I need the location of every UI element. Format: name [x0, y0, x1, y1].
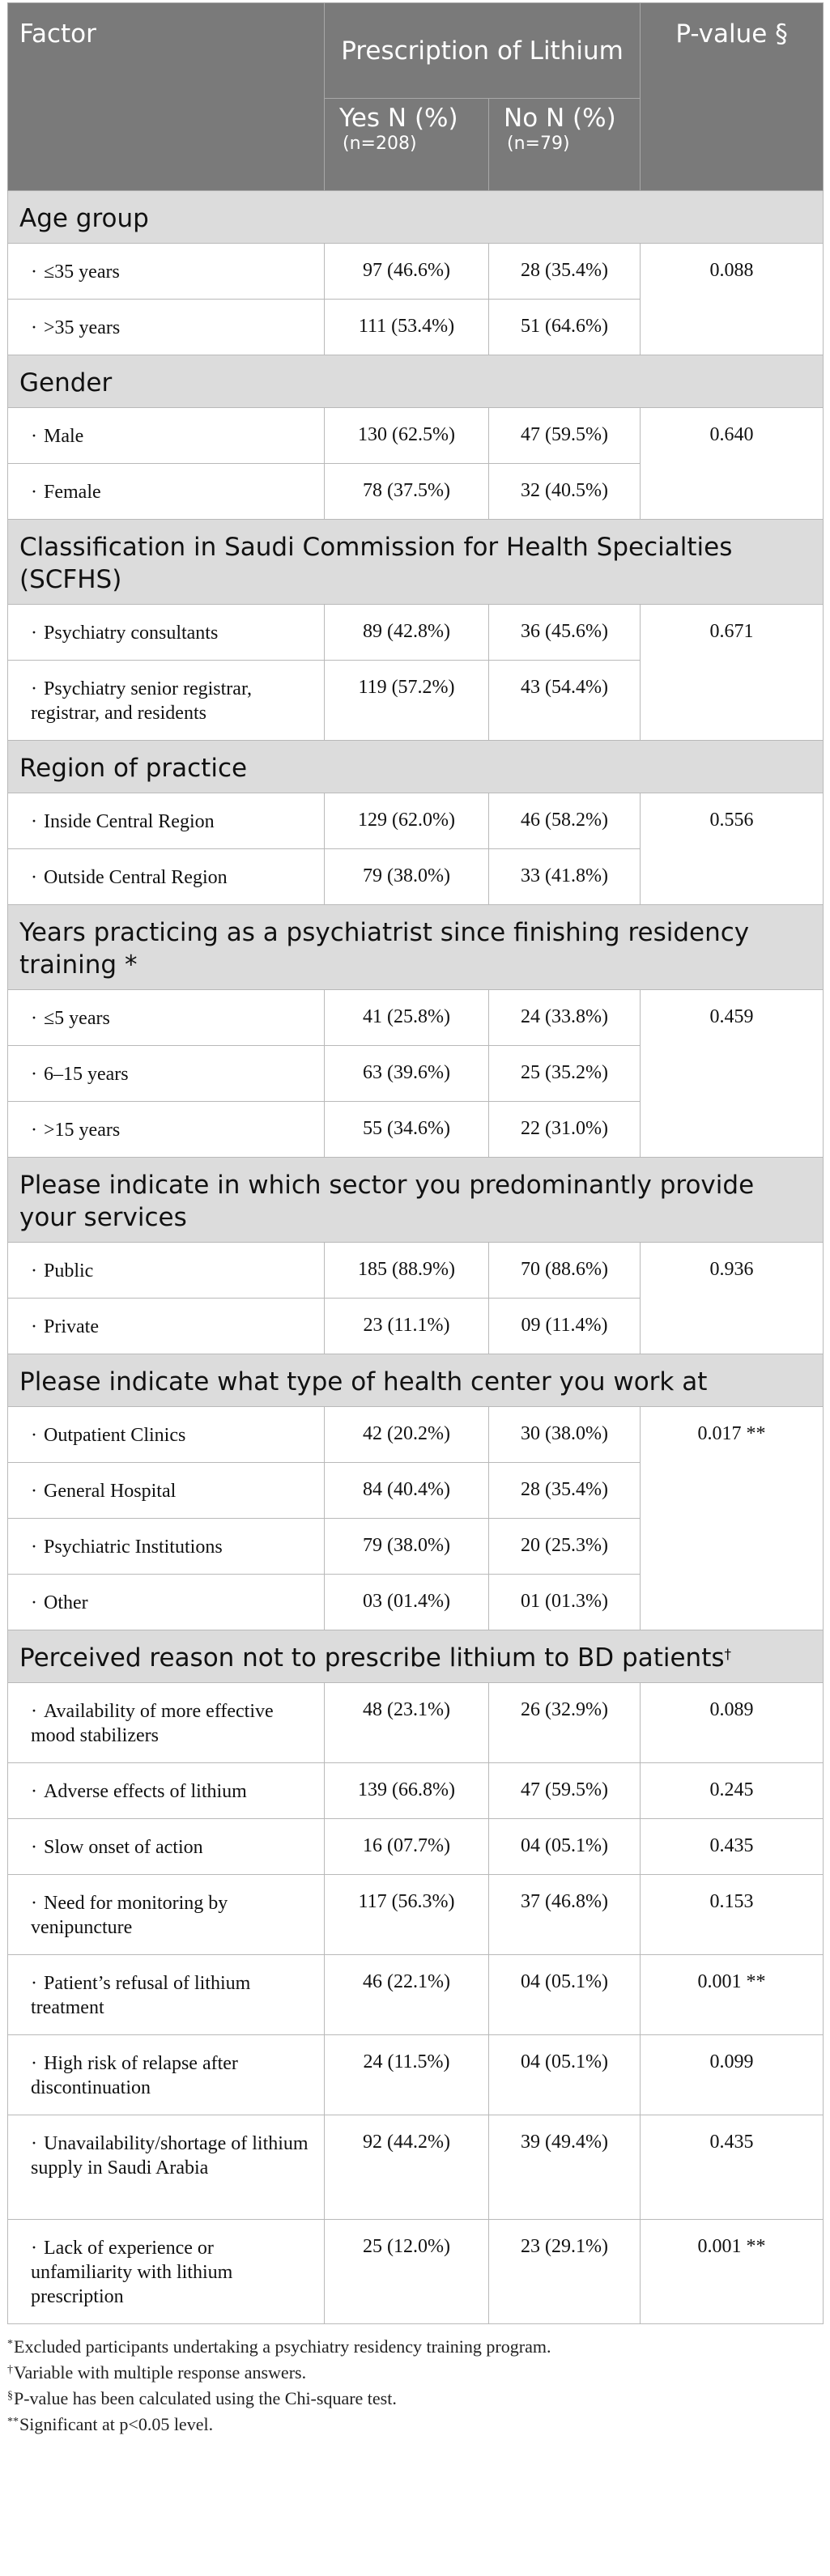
footnote-text: Significant at p<0.05 level.	[19, 2414, 214, 2434]
section-header-row	[8, 1354, 824, 1407]
yes-count: 25 (12.0%)	[325, 2220, 489, 2324]
row-label	[8, 1046, 325, 1102]
bullet-icon: ·	[31, 678, 37, 699]
bullet-icon: ·	[31, 261, 37, 283]
header-no	[489, 99, 641, 191]
bullet-icon: ·	[31, 426, 37, 447]
row-label-text: Psychiatry senior registrar, registrar, and residents	[31, 678, 252, 724]
row-label-text: Psychiatry consultants	[44, 623, 219, 644]
header-factor: Factor	[8, 3, 325, 191]
footnote	[7, 2387, 823, 2413]
section-title	[8, 520, 824, 605]
yes-count: 129 (62.0%)	[325, 793, 489, 849]
header-no-n: (n=79)	[507, 134, 570, 154]
table-container	[7, 0, 823, 2439]
no-count: 43 (54.4%)	[489, 661, 641, 741]
row-label	[8, 244, 325, 300]
footnote-text: Excluded participants undertaking a psychiatry residency training program.	[14, 2336, 551, 2357]
footnote-mark: †	[7, 2364, 13, 2376]
footnote	[7, 2336, 823, 2361]
bullet-icon: ·	[31, 1064, 37, 1085]
p-value: 0.089	[641, 1683, 824, 1763]
bullet-icon: ·	[31, 1481, 37, 1502]
section-title-text: Please indicate what type of health center you work at	[19, 1367, 708, 1396]
lithium-prescription-table	[7, 2, 824, 2324]
yes-count: 16 (07.7%)	[325, 1819, 489, 1875]
bullet-icon: ·	[31, 1008, 37, 1029]
no-count: 04 (05.1%)	[489, 1819, 641, 1875]
section-title	[8, 1158, 824, 1243]
yes-count: 42 (20.2%)	[325, 1407, 489, 1463]
p-value: 0.435	[641, 1819, 824, 1875]
yes-count: 63 (39.6%)	[325, 1046, 489, 1102]
row-label-text: Unavailability/shortage of lithium supply in Saudi Arabia	[31, 2133, 309, 2179]
bullet-icon: ·	[31, 1592, 37, 1613]
row-label	[8, 1407, 325, 1463]
no-count: 51 (64.6%)	[489, 300, 641, 355]
row-label	[8, 2115, 325, 2220]
section-title-text: Classification in Saudi Commission for Health Specialties (SCFHS)	[19, 533, 733, 594]
bullet-icon: ·	[31, 1701, 37, 1722]
row-label	[8, 1299, 325, 1354]
bullet-icon: ·	[31, 1316, 37, 1337]
p-value: 0.153	[641, 1875, 824, 1955]
yes-count: 117 (56.3%)	[325, 1875, 489, 1955]
row-label	[8, 661, 325, 741]
section-title	[8, 1354, 824, 1407]
no-count: 33 (41.8%)	[489, 849, 641, 905]
row-label	[8, 1463, 325, 1519]
row-label	[8, 300, 325, 355]
yes-count: 03 (01.4%)	[325, 1575, 489, 1630]
row-label	[8, 1955, 325, 2035]
no-count: 30 (38.0%)	[489, 1407, 641, 1463]
p-value: 0.088	[641, 244, 824, 355]
no-count: 70 (88.6%)	[489, 1243, 641, 1299]
header-pvalue: P-value §	[641, 3, 824, 191]
row-label-text: Lack of experience or unfamiliarity with lithium prescription	[31, 2238, 233, 2307]
yes-count: 92 (44.2%)	[325, 2115, 489, 2220]
bullet-icon: ·	[31, 1893, 37, 1914]
table-row	[8, 990, 824, 1046]
no-count: 23 (29.1%)	[489, 2220, 641, 2324]
table-row	[8, 1407, 824, 1463]
footnote-mark: **	[7, 2416, 19, 2428]
bullet-icon: ·	[31, 317, 37, 338]
no-count: 26 (32.9%)	[489, 1683, 641, 1763]
section-header-row	[8, 355, 824, 408]
row-label-text: Private	[44, 1316, 99, 1337]
row-label	[8, 1519, 325, 1575]
row-label	[8, 1102, 325, 1158]
no-count: 20 (25.3%)	[489, 1519, 641, 1575]
header-yes	[325, 99, 489, 191]
no-count: 22 (31.0%)	[489, 1102, 641, 1158]
row-label-text: >35 years	[44, 317, 121, 338]
row-label-text: 6–15 years	[44, 1064, 129, 1085]
row-label-text: Adverse effects of lithium	[44, 1781, 247, 1802]
no-count: 25 (35.2%)	[489, 1046, 641, 1102]
table-row	[8, 1819, 824, 1875]
row-label-text: Outside Central Region	[44, 867, 228, 888]
yes-count: 78 (37.5%)	[325, 464, 489, 520]
row-label-text: Public	[44, 1260, 94, 1282]
no-count: 28 (35.4%)	[489, 1463, 641, 1519]
row-label-text: Slow onset of action	[44, 1837, 203, 1858]
section-title-text: Please indicate in which sector you predominantly provide your services	[19, 1171, 755, 1232]
bullet-icon: ·	[31, 2238, 37, 2259]
p-value: 0.556	[641, 793, 824, 905]
yes-count: 48 (23.1%)	[325, 1683, 489, 1763]
row-label	[8, 793, 325, 849]
bullet-icon: ·	[31, 2133, 37, 2154]
no-count: 39 (49.4%)	[489, 2115, 641, 2220]
row-label-text: Outpatient Clinics	[44, 1425, 186, 1446]
row-label-text: Need for monitoring by venipuncture	[31, 1893, 228, 1938]
bullet-icon: ·	[31, 1537, 37, 1558]
no-count: 09 (11.4%)	[489, 1299, 641, 1354]
row-label	[8, 849, 325, 905]
row-label-text: Psychiatric Institutions	[44, 1537, 223, 1558]
table-row	[8, 2115, 824, 2220]
row-label-text: Other	[44, 1592, 88, 1613]
bullet-icon: ·	[31, 1425, 37, 1446]
yes-count: 46 (22.1%)	[325, 1955, 489, 2035]
row-label	[8, 605, 325, 661]
bullet-icon: ·	[31, 482, 37, 503]
footnote-mark: *	[7, 2338, 13, 2350]
table-row	[8, 1683, 824, 1763]
no-count: 24 (33.8%)	[489, 990, 641, 1046]
yes-count: 24 (11.5%)	[325, 2035, 489, 2115]
yes-count: 97 (46.6%)	[325, 244, 489, 300]
section-title	[8, 191, 824, 244]
footnote-mark: §	[7, 2390, 13, 2402]
row-label	[8, 1243, 325, 1299]
row-label-text: >15 years	[44, 1120, 121, 1141]
row-label	[8, 1875, 325, 1955]
section-title	[8, 355, 824, 408]
yes-count: 111 (53.4%)	[325, 300, 489, 355]
no-count: 32 (40.5%)	[489, 464, 641, 520]
section-header-row	[8, 1630, 824, 1683]
header-prescription: Prescription of Lithium	[325, 3, 641, 99]
yes-count: 119 (57.2%)	[325, 661, 489, 741]
table-row	[8, 1875, 824, 1955]
row-label	[8, 1819, 325, 1875]
no-count: 04 (05.1%)	[489, 2035, 641, 2115]
bullet-icon: ·	[31, 1973, 37, 1994]
bullet-icon: ·	[31, 623, 37, 644]
footnote-text: P-value has been calculated using the Chi-square test.	[14, 2388, 397, 2408]
p-value: 0.245	[641, 1763, 824, 1819]
section-title	[8, 741, 824, 793]
bullet-icon: ·	[31, 811, 37, 832]
bullet-icon: ·	[31, 867, 37, 888]
p-value: 0.640	[641, 408, 824, 520]
section-title-mark: †	[724, 1647, 731, 1663]
bullet-icon: ·	[31, 1837, 37, 1858]
table-row	[8, 1763, 824, 1819]
yes-count: 79 (38.0%)	[325, 1519, 489, 1575]
bullet-icon: ·	[31, 1260, 37, 1282]
yes-count: 55 (34.6%)	[325, 1102, 489, 1158]
table-row	[8, 1955, 824, 2035]
p-value: 0.001 **	[641, 1955, 824, 2035]
row-label	[8, 1763, 325, 1819]
header-yes-label: Yes N (%)	[339, 104, 458, 133]
yes-count: 79 (38.0%)	[325, 849, 489, 905]
table-row	[8, 2035, 824, 2115]
table-row	[8, 793, 824, 849]
p-value: 0.671	[641, 605, 824, 741]
table-body	[8, 191, 824, 2324]
row-label-text: Availability of more effective mood stabilizers	[31, 1701, 274, 1746]
yes-count: 130 (62.5%)	[325, 408, 489, 464]
no-count: 47 (59.5%)	[489, 408, 641, 464]
row-label	[8, 2220, 325, 2324]
table-row	[8, 2220, 824, 2324]
section-title-text: Gender	[19, 368, 113, 397]
section-title-text: Region of practice	[19, 754, 248, 783]
row-label	[8, 464, 325, 520]
row-label-text: Female	[44, 482, 101, 503]
row-label-text: Male	[44, 426, 84, 447]
table-row	[8, 408, 824, 464]
footnote-text: Variable with multiple response answers.	[14, 2362, 307, 2383]
row-label-text: ≤35 years	[44, 261, 120, 283]
section-title-text: Years practicing as a psychiatrist since finishing residency training *	[19, 918, 750, 980]
header-yes-n: (n=208)	[343, 134, 417, 154]
p-value: 0.017 **	[641, 1407, 824, 1630]
row-label	[8, 1575, 325, 1630]
footnote	[7, 2361, 823, 2387]
no-count: 46 (58.2%)	[489, 793, 641, 849]
section-title	[8, 1630, 824, 1683]
row-label-text: Inside Central Region	[44, 811, 215, 832]
no-count: 04 (05.1%)	[489, 1955, 641, 2035]
bullet-icon: ·	[31, 1781, 37, 1802]
table-row	[8, 244, 824, 300]
section-title-text: Age group	[19, 204, 149, 233]
no-count: 37 (46.8%)	[489, 1875, 641, 1955]
yes-count: 89 (42.8%)	[325, 605, 489, 661]
row-label	[8, 1683, 325, 1763]
yes-count: 185 (88.9%)	[325, 1243, 489, 1299]
yes-count: 23 (11.1%)	[325, 1299, 489, 1354]
section-header-row	[8, 1158, 824, 1243]
header-no-label: No N (%)	[504, 104, 616, 133]
table-row	[8, 1243, 824, 1299]
p-value: 0.936	[641, 1243, 824, 1354]
yes-count: 41 (25.8%)	[325, 990, 489, 1046]
bullet-icon: ·	[31, 2053, 37, 2074]
section-header-row	[8, 741, 824, 793]
no-count: 47 (59.5%)	[489, 1763, 641, 1819]
table-row	[8, 605, 824, 661]
row-label	[8, 408, 325, 464]
section-title-text: Perceived reason not to prescribe lithium to BD patients	[19, 1643, 725, 1673]
bullet-icon: ·	[31, 1120, 37, 1141]
row-label	[8, 2035, 325, 2115]
section-title	[8, 905, 824, 990]
section-header-row	[8, 191, 824, 244]
yes-count: 139 (66.8%)	[325, 1763, 489, 1819]
row-label-text: High risk of relapse after discontinuation	[31, 2053, 238, 2098]
p-value: 0.435	[641, 2115, 824, 2220]
row-label-text: General Hospital	[44, 1481, 177, 1502]
yes-count: 84 (40.4%)	[325, 1463, 489, 1519]
no-count: 36 (45.6%)	[489, 605, 641, 661]
row-label-text: ≤5 years	[44, 1008, 110, 1029]
p-value: 0.459	[641, 990, 824, 1158]
section-header-row	[8, 905, 824, 990]
row-label-text: Patient’s refusal of lithium treatment	[31, 1973, 251, 2018]
section-header-row	[8, 520, 824, 605]
no-count: 01 (01.3%)	[489, 1575, 641, 1630]
footnote	[7, 2413, 823, 2439]
no-count: 28 (35.4%)	[489, 244, 641, 300]
footnotes	[7, 2324, 823, 2439]
row-label	[8, 990, 325, 1046]
p-value: 0.099	[641, 2035, 824, 2115]
p-value: 0.001 **	[641, 2220, 824, 2324]
